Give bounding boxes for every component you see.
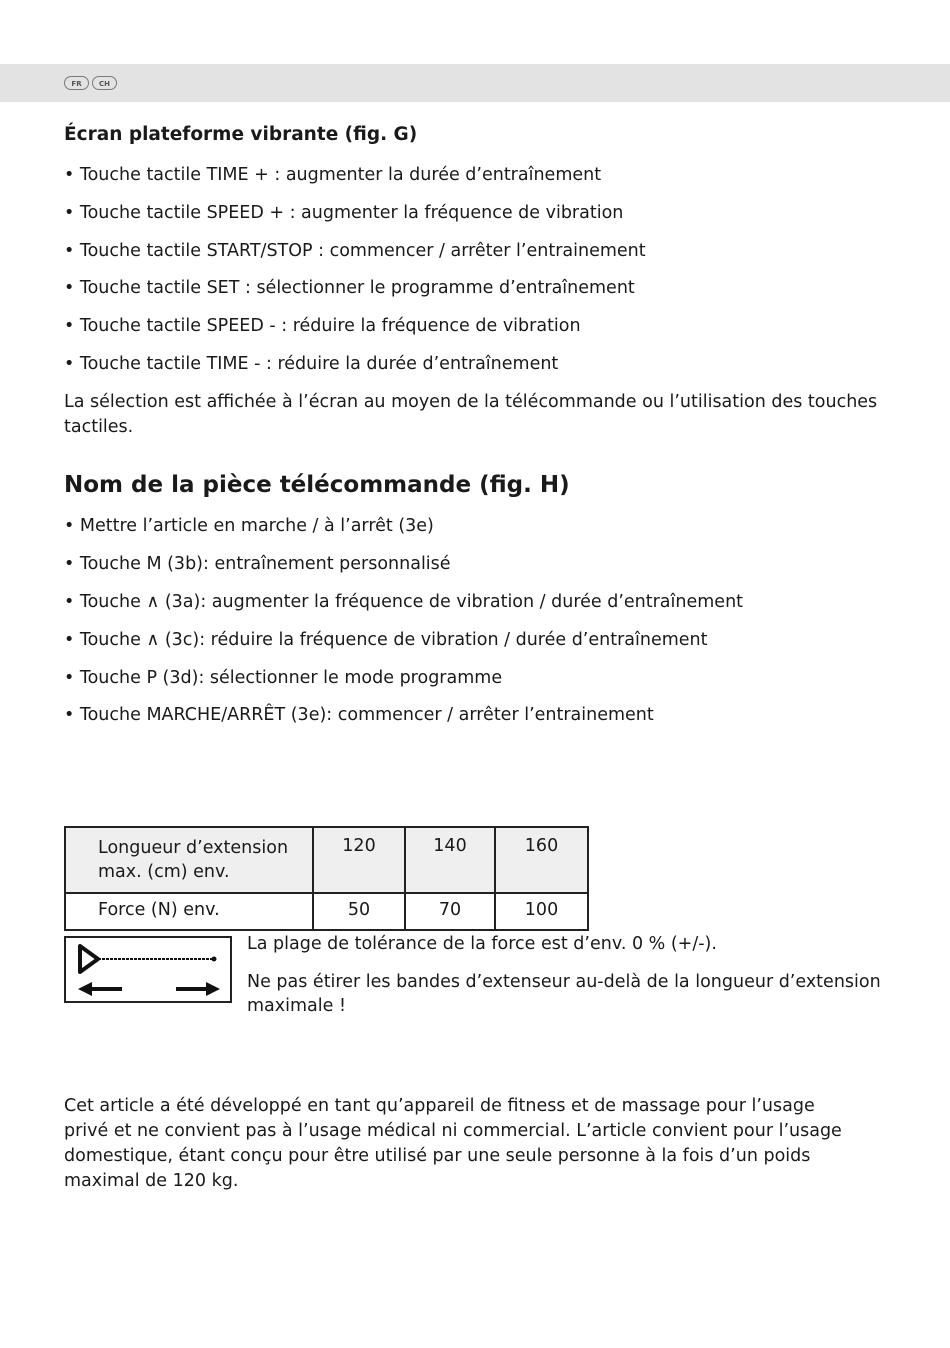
remote-list-item: • Touche ∧ (3a): augmenter la fréquence de vibration / durée d’entraînement <box>64 592 744 612</box>
screen-note: La sélection est affichée à l’écran au moyen de la télécommande ou l’utilisation des touches tactiles. <box>64 392 878 437</box>
table-row <box>65 827 588 893</box>
header-band <box>0 64 950 102</box>
remote-list-item: • Touche MARCHE/ARRÊT (3e): commencer / arrêter l’entrainement <box>64 705 654 725</box>
table-cell-label <box>65 827 313 893</box>
screen-section-heading: Écran plateforme vibrante (fig. G) <box>64 124 418 145</box>
table-cell: 50 <box>313 893 405 930</box>
table-cell: 160 <box>495 827 588 893</box>
remote-list-item: • Touche M (3b): entraînement personnalisé <box>64 554 451 574</box>
remote-list-item: • Touche P (3d): sélectionner le mode programme <box>64 668 503 688</box>
stretch-warning: Ne pas étirer les bandes d’extenseur au-delà de la longueur d’extension maximale ! <box>247 972 881 1016</box>
usage-paragraph: Cet article a été développé en tant qu’appareil de fitness et de massage pour l’usage privé et ne convient pas à l’usage médical ni commercial. L’article convient pour l’usage domestique, étant conçu pour être utilisé par une seule personne à la fois d’un poids maximal de 120 kg. <box>64 1096 842 1191</box>
screen-list-item: • Touche tactile SPEED - : réduire la fréquence de vibration <box>64 316 581 336</box>
remote-section-heading: Nom de la pièce télécommande (fig. H) <box>64 472 570 498</box>
expander-band-stretch-icon <box>64 936 232 1003</box>
screen-list-item: • Touche tactile TIME + : augmenter la durée d’entraînement <box>64 165 602 185</box>
screen-list-item: • Touche tactile TIME - : réduire la durée d’entraînement <box>64 354 559 374</box>
remote-list-item: • Touche ∧ (3c): réduire la fréquence de vibration / durée d’entraînement <box>64 630 708 650</box>
screen-list-item: • Touche tactile SPEED + : augmenter la fréquence de vibration <box>64 203 624 223</box>
table-cell: 120 <box>313 827 405 893</box>
language-badge-ch: CH <box>92 76 117 90</box>
table-cell: 100 <box>495 893 588 930</box>
table-cell: 140 <box>405 827 495 893</box>
extension-label-line2: max. (cm) env. <box>98 862 230 882</box>
remote-list-item: • Mettre l’article en marche / à l’arrêt (3e) <box>64 516 434 536</box>
table-cell: 70 <box>405 893 495 930</box>
screen-list-item: • Touche tactile SET : sélectionner le programme d’entraînement <box>64 278 635 298</box>
screen-list-item: • Touche tactile START/STOP : commencer / arrêter l’entrainement <box>64 241 646 261</box>
language-badge-fr: FR <box>64 76 89 90</box>
extension-label-line1: Longueur d’extension <box>98 838 289 858</box>
table-row <box>65 893 588 930</box>
table-cell-label: Force (N) env. <box>65 893 313 930</box>
extension-spec-table <box>64 826 589 931</box>
tolerance-text: La plage de tolérance de la force est d’env. 0 % (+/-). <box>247 934 717 954</box>
